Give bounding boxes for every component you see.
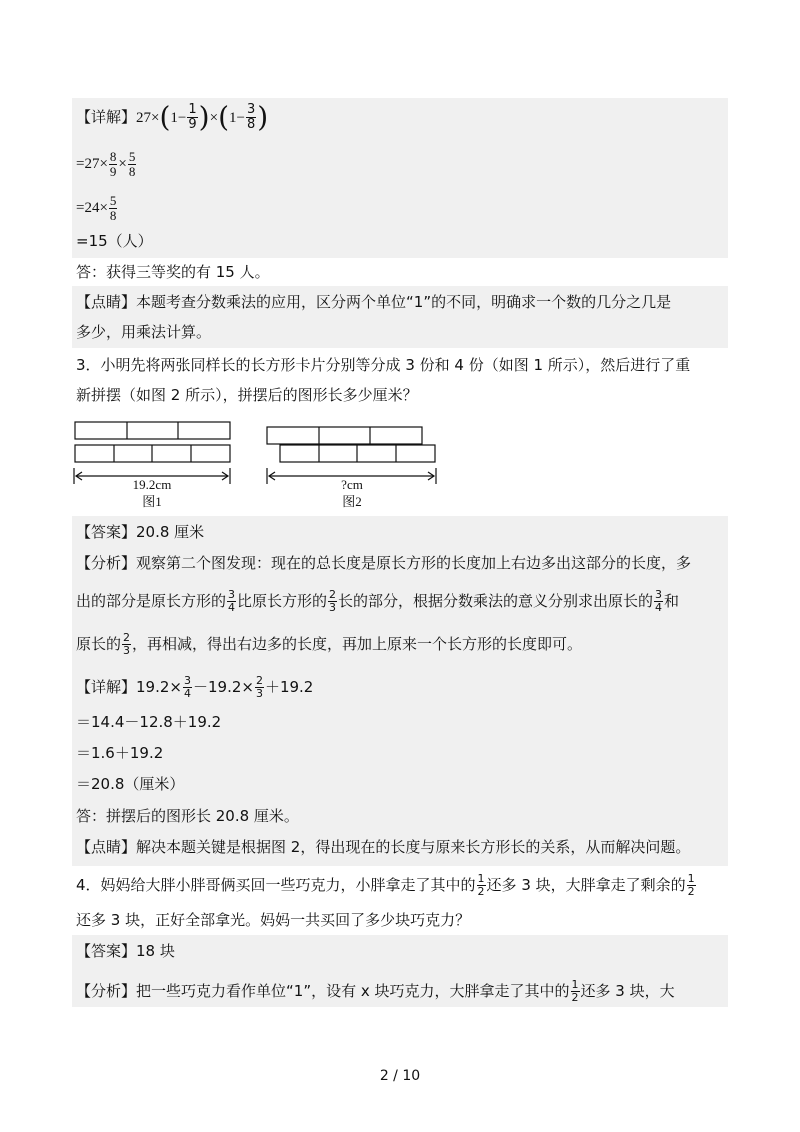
q3-detail: 【详解】19.2× $\frac{3}{4}$ －19.2× $\frac{2}{3}$ ＋19.2 (76, 674, 314, 700)
fraction: $\frac{1}{2}$ (687, 872, 695, 898)
figure-1 (74, 422, 230, 484)
q4-question-line1: 4．妈妈给大胖小胖哥俩买回一些巧克力，小胖拿走了其中的 $\frac{1}{2}$ 还多 3 块，大胖拿走了剩余的 $\frac{1}{2}$ (76, 872, 695, 898)
fraction: $\frac{3}{4}$ (183, 674, 191, 700)
fraction: $\frac{3}{4}$ (655, 588, 663, 614)
fig1-caption: 图1 (142, 494, 162, 509)
fraction: $\frac{3}{4}$ (228, 588, 236, 614)
q3-analysis-line1: 【分析】观察第二个图发现：现在的总长度是原长方形的长度加上右边多出这部分的长度，多 (76, 554, 692, 572)
figure-2 (267, 427, 436, 484)
q3-step2: ＝1.6＋19.2 (76, 744, 164, 762)
q3-figures (0, 0, 800, 520)
q2-answer: 答：获得三等奖的有 15 人。 (76, 263, 270, 281)
page-number: 2 / 10 (379, 1068, 421, 1084)
q3-point: 【点睛】解决本题关键是根据图 2，得出现在的长度与原来长方形长的关系，从而解决问题。 (76, 838, 691, 856)
q3-analysis-line2: 出的部分是原长方形的 $\frac{3}{4}$ 比原长方形的 $\frac{2}{3}$ 长的部分，根据分数乘法的意义分别求出原长的 $\frac{3}{4}$ 和 (76, 588, 680, 614)
fraction: $\frac{5}{8}$ (109, 193, 117, 223)
q3-step1: ＝14.4－12.8＋19.2 (76, 713, 222, 731)
fraction: $\frac{8}{9}$ (109, 149, 117, 179)
fraction: $\frac{5}{8}$ (128, 149, 136, 179)
q3-conclusion: 答：拼摆后的图形长 20.8 厘米。 (76, 807, 299, 825)
q2-step1: =27× $\frac{8}{9}$ × $\frac{5}{8}$ (76, 149, 136, 179)
q3-analysis-line3: 原长的 $\frac{2}{3}$ ，再相减，得出右边多的长度，再加上原来一个长方形的长度即可。 (76, 631, 583, 657)
fig2-caption: 图2 (342, 494, 362, 509)
q3-answer: 【答案】20.8 厘米 (76, 523, 205, 541)
q2-point-line2: 多少，用乘法计算。 (76, 323, 212, 341)
q2-point-line1: 【点睛】本题考查分数乘法的应用，区分两个单位“1”的不同，明确求一个数的几分之几是 (76, 293, 672, 311)
fig2-dimension-label: ?cm (341, 477, 363, 492)
q4-question-line2: 还多 3 块，正好全部拿光。妈妈一共买回了多少块巧克力？ (76, 911, 471, 929)
fraction: $\frac{1}{9}$ (188, 102, 197, 132)
q2-detail-line: 【详解】27×(1− $\frac{1}{9}$ )×(1− $\frac{3}{8}$ ) (76, 100, 269, 134)
q3-step3: ＝20.8（厘米） (76, 775, 185, 793)
q3-question-line1: 3．小明先将两张同样长的长方形卡片分别等分成 3 份和 4 份（如图 1 所示），然后进行了重 (76, 356, 691, 374)
fraction: $\frac{2}{3}$ (255, 674, 263, 700)
fraction: $\frac{2}{3}$ (329, 588, 337, 614)
fraction: $\frac{1}{2}$ (477, 872, 485, 898)
q2-step3: =15（人） (76, 232, 153, 250)
q2-step2: =24× $\frac{5}{8}$ (76, 193, 117, 223)
q3-question-line2: 新拼摆（如图 2 所示），拼摆后的图形长多少厘米？ (76, 386, 418, 404)
fraction: $\frac{2}{3}$ (123, 631, 131, 657)
fig1-dimension-label: 19.2cm (132, 477, 172, 492)
q4-analysis: 【分析】把一些巧克力看作单位“1”，设有 x 块巧克力，大胖拿走了其中的 $\frac{1}{2}$ 还多 3 块，大 (76, 978, 675, 1004)
q4-answer: 【答案】18 块 (76, 942, 175, 960)
fraction: $\frac{1}{2}$ (571, 978, 579, 1004)
fraction: $\frac{3}{8}$ (246, 102, 256, 132)
